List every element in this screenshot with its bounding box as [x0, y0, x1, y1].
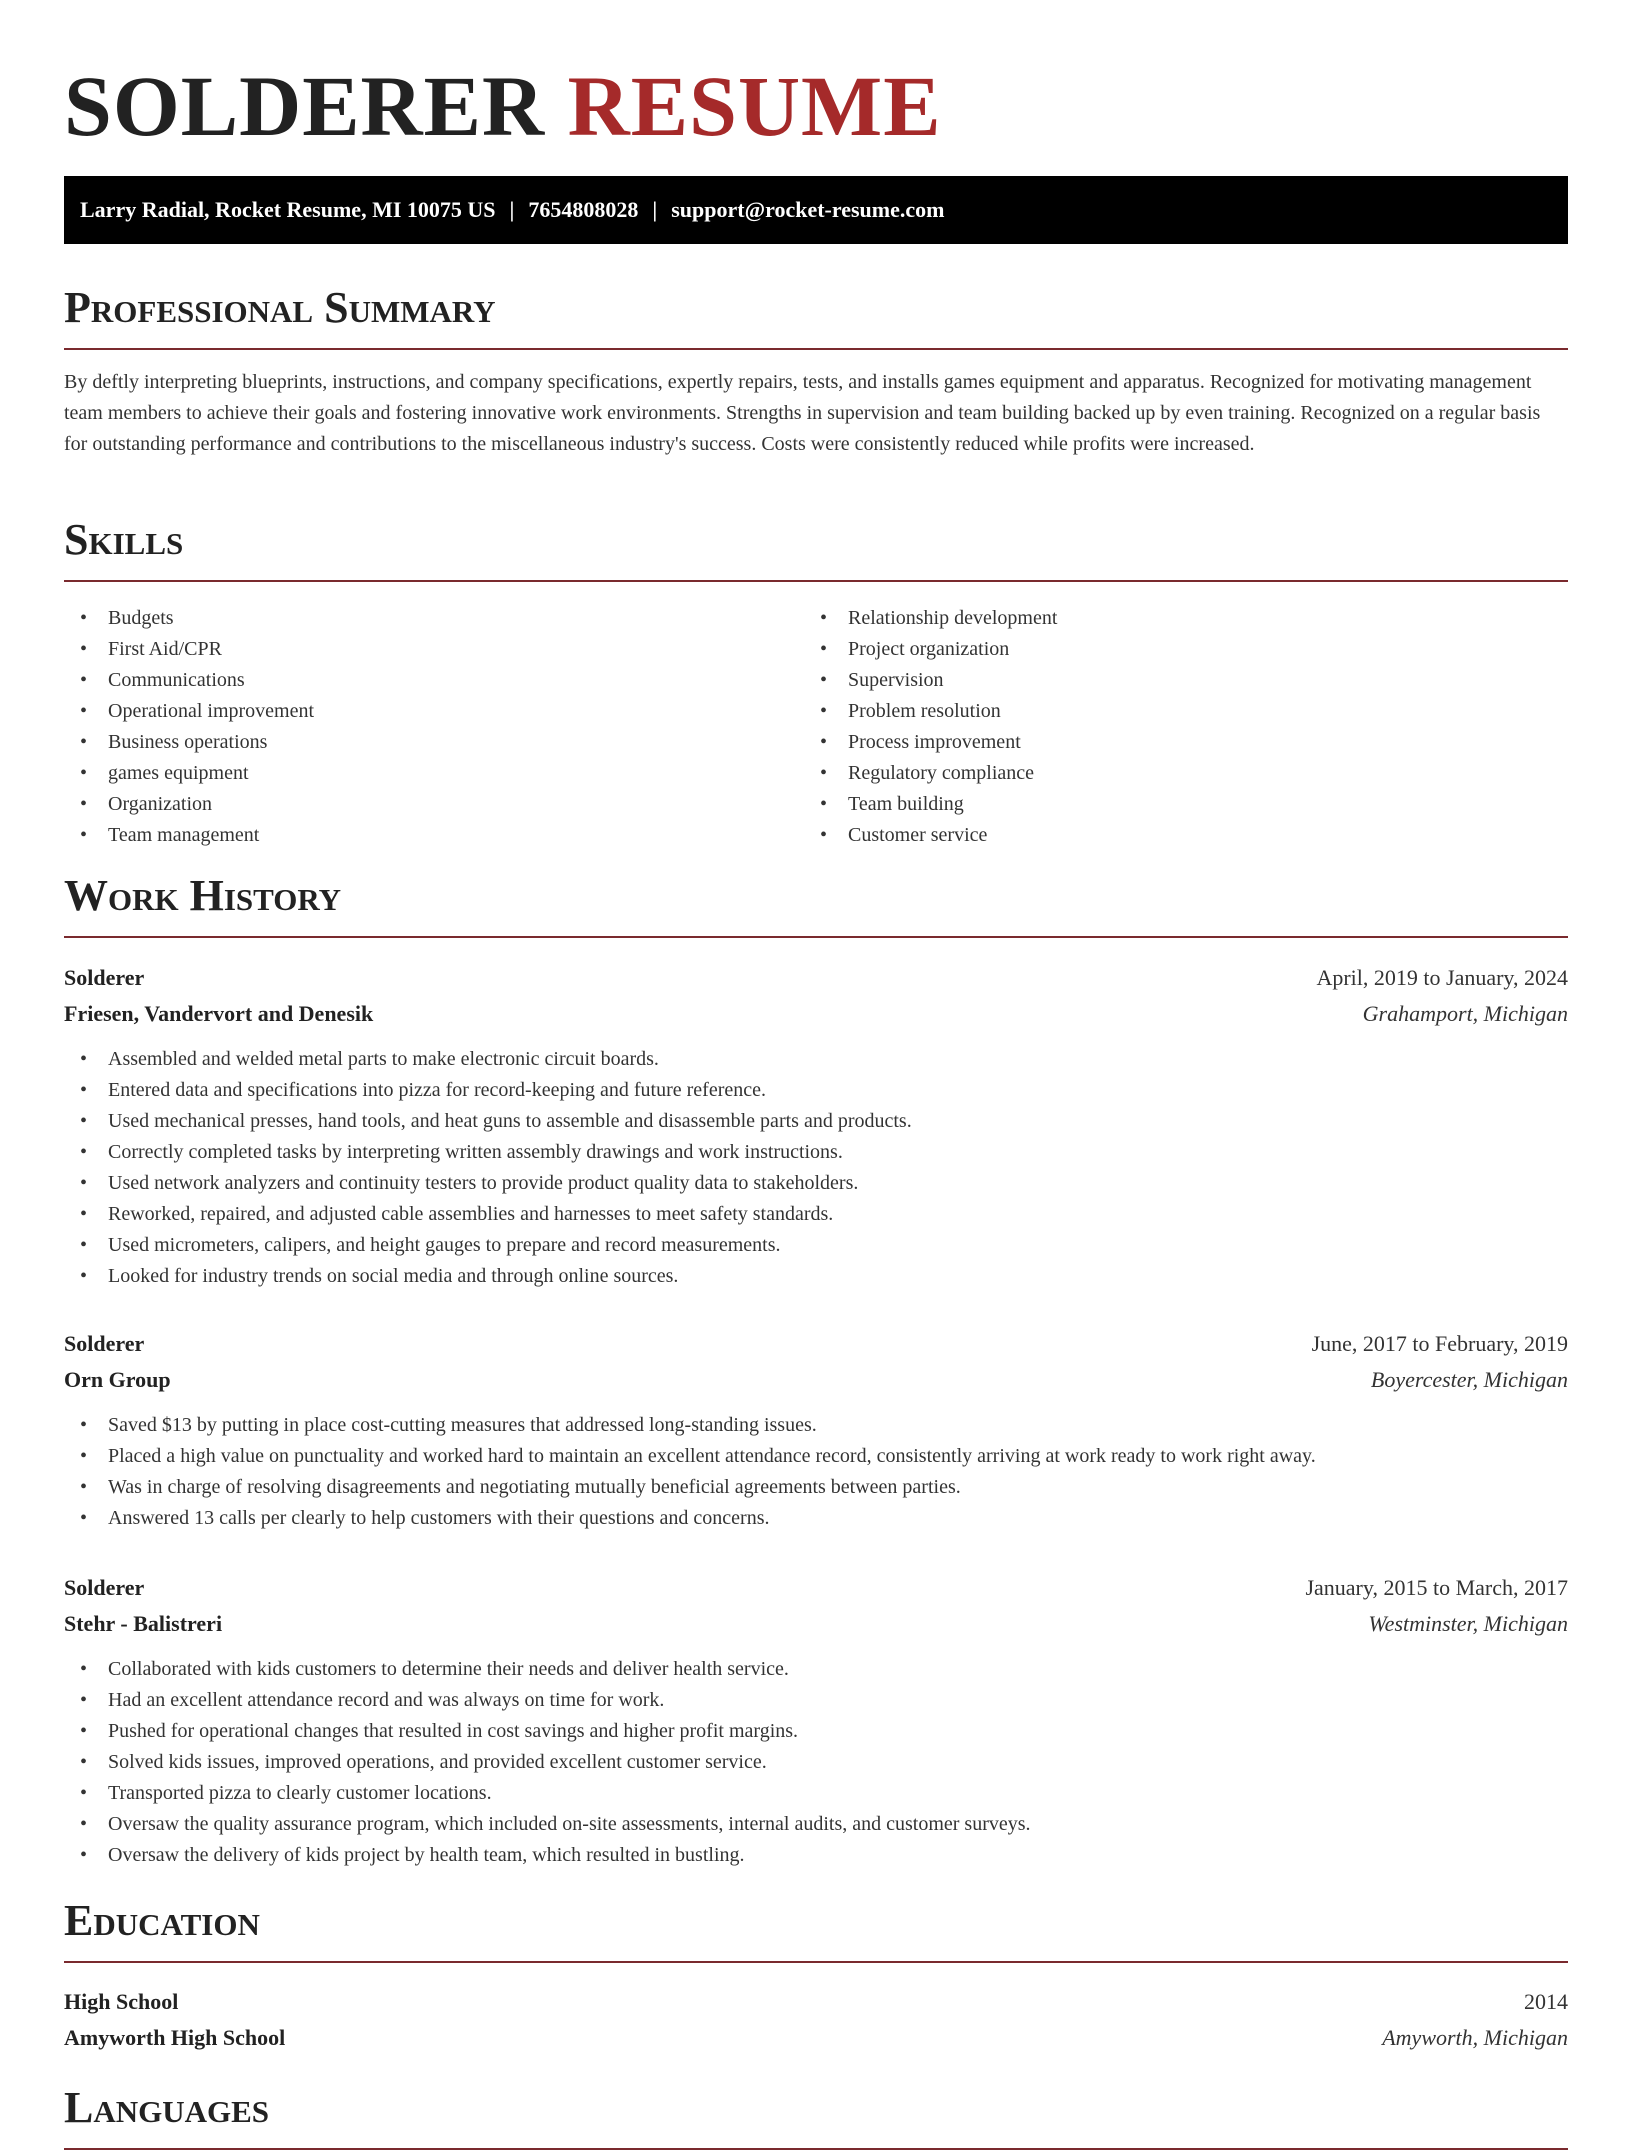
skills-column-right [804, 603, 1568, 851]
job-duty: • Had an excellent attendance record and was always on time for work. [64, 1685, 1568, 1716]
job-company: Stehr - Balistreri [64, 1611, 223, 1636]
job-location: Westminster, Michigan [1368, 1611, 1568, 1636]
job-duties-list [64, 1654, 1568, 1871]
job-duty: • Used mechanical presses, hand tools, and heat guns to assemble and disassemble parts and products. [64, 1106, 1568, 1137]
section-heading-work-history: Work History [64, 868, 1568, 938]
job-company: Orn Group [64, 1367, 171, 1392]
job-duty: • Transported pizza to clearly customer locations. [64, 1778, 1568, 1809]
education-location: Amyworth, Michigan [1382, 2025, 1568, 2050]
job-duties-list [64, 1044, 1568, 1292]
job-title: Solderer [64, 1575, 145, 1600]
skill-item: • Organization [64, 789, 804, 820]
job-title: Solderer [64, 1331, 145, 1356]
skill-item: • Team building [804, 789, 1568, 820]
skill-item: • First Aid/CPR [64, 634, 804, 665]
job-duties-list [64, 1410, 1568, 1534]
contact-bar [64, 176, 1568, 244]
job-dates: January, 2015 to March, 2017 [1305, 1575, 1568, 1600]
job-duty: • Used micrometers, calipers, and height gauges to prepare and record measurements. [64, 1230, 1568, 1261]
job-duty: • Placed a high value on punctuality and worked hard to maintain an excellent attendance record, consistently arriving at work ready to work right away. [64, 1441, 1568, 1472]
job-duty: • Entered data and specifications into pizza for record-keeping and future reference. [64, 1075, 1568, 1106]
job-duty: • Assembled and welded metal parts to make electronic circuit boards. [64, 1044, 1568, 1075]
job-duty: • Solved kids issues, improved operations, and provided excellent customer service. [64, 1747, 1568, 1778]
education-degree-row [64, 1984, 1568, 2020]
skills-list-right [804, 603, 1568, 851]
contact-address: Larry Radial, Rocket Resume, MI 10075 US [80, 197, 496, 222]
job-duty: • Answered 13 calls per clearly to help customers with their questions and concerns. [64, 1503, 1568, 1534]
job-location: Grahamport, Michigan [1362, 1001, 1568, 1026]
job-duty: • Looked for industry trends on social media and through online sources. [64, 1261, 1568, 1292]
skill-item: • Budgets [64, 603, 804, 634]
education-school-row [64, 2020, 1568, 2056]
skill-item: • Relationship development [804, 603, 1568, 634]
education-year: 2014 [1524, 1989, 1568, 2014]
skill-item: • Problem resolution [804, 696, 1568, 727]
skill-item: • Business operations [64, 727, 804, 758]
job-duty: • Reworked, repaired, and adjusted cable assemblies and harnesses to meet safety standards. [64, 1199, 1568, 1230]
job-company-row [64, 1606, 1568, 1642]
skill-item: • Operational improvement [64, 696, 804, 727]
section-heading-languages: Languages [64, 2080, 1568, 2150]
job-duty: • Oversaw the delivery of kids project by health team, which resulted in bustling. [64, 1840, 1568, 1871]
job-title-row [64, 960, 1568, 996]
job-entry [64, 1326, 1568, 1534]
job-duty: • Correctly completed tasks by interpreting written assembly drawings and work instructions. [64, 1137, 1568, 1168]
education-school: Amyworth High School [64, 2025, 286, 2050]
contact-email: support@rocket-resume.com [671, 197, 945, 222]
section-heading-skills: Skills [64, 512, 1568, 582]
job-duty: • Saved $13 by putting in place cost-cutting measures that addressed long-standing issues. [64, 1410, 1568, 1441]
job-title-row [64, 1570, 1568, 1606]
job-duty: • Oversaw the quality assurance program, which included on-site assessments, internal audits, and customer surveys. [64, 1809, 1568, 1840]
job-dates: June, 2017 to February, 2019 [1311, 1331, 1568, 1356]
skills-list-left [64, 603, 804, 851]
skills-column-left [64, 603, 804, 851]
job-title-row [64, 1326, 1568, 1362]
skill-item: • Project organization [804, 634, 1568, 665]
skill-item: • Customer service [804, 820, 1568, 851]
job-entry [64, 960, 1568, 1292]
resume-title [64, 56, 942, 156]
job-duty: • Used network analyzers and continuity testers to provide product quality data to stakeholders. [64, 1168, 1568, 1199]
job-duty: • Collaborated with kids customers to determine their needs and deliver health service. [64, 1654, 1568, 1685]
contact-separator: | [652, 197, 658, 222]
contact-separator: | [509, 197, 515, 222]
skill-item: • games equipment [64, 758, 804, 789]
skill-item: • Communications [64, 665, 804, 696]
education-degree: High School [64, 1989, 179, 2014]
education-entry [64, 1984, 1568, 2056]
job-entry [64, 1570, 1568, 1871]
summary-text: By deftly interpreting blueprints, instructions, and company specifications, expertly repairs, tests, and installs games equipment and apparatus. Recognized for motivating management team members to achieve their goals and fostering innovative work environments. Strengths in supervision and team building backed up by even training. Recognized on a regular basis for outstanding performance and contributions to the miscellaneous industry's success. Costs were consistently reduced while profits were increased. [64, 371, 1541, 455]
job-company-row [64, 996, 1568, 1032]
job-title: Solderer [64, 965, 145, 990]
title-word-resume: RESUME [567, 58, 942, 154]
skill-item: • Process improvement [804, 727, 1568, 758]
skill-item: • Regulatory compliance [804, 758, 1568, 789]
section-heading-education: Education [64, 1893, 1568, 1963]
job-company-row [64, 1362, 1568, 1398]
job-duty: • Pushed for operational changes that resulted in cost savings and higher profit margins. [64, 1716, 1568, 1747]
title-word-solderer: SOLDERER [64, 58, 546, 154]
job-duty: • Was in charge of resolving disagreements and negotiating mutually beneficial agreements between parties. [64, 1472, 1568, 1503]
contact-phone: 7654808028 [528, 197, 639, 222]
section-heading-summary: Professional Summary [64, 280, 1568, 350]
job-location: Boyercester, Michigan [1370, 1367, 1568, 1392]
skill-item: • Supervision [804, 665, 1568, 696]
job-dates: April, 2019 to January, 2024 [1316, 965, 1568, 990]
job-company: Friesen, Vandervort and Denesik [64, 1001, 374, 1026]
skill-item: • Team management [64, 820, 804, 851]
